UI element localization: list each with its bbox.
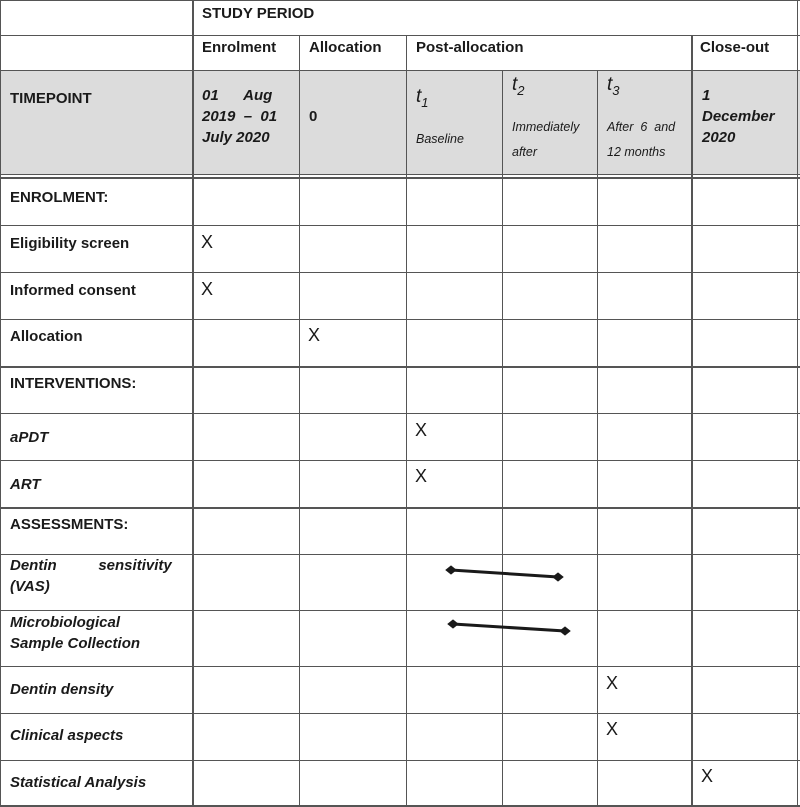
row-clinical-aspects: Clinical aspects	[10, 727, 124, 744]
dentin-sensitivity-span	[446, 566, 563, 581]
timepoint-t2-desc-1: Immediately	[512, 120, 580, 134]
microbiological-span	[448, 620, 570, 635]
timepoint-t3-desc-2: 12 months	[607, 145, 666, 159]
section-assessments: ASSESSMENTS:	[10, 516, 129, 533]
row-dentin-density: Dentin density	[10, 681, 114, 698]
row-informed-consent: Informed consent	[10, 282, 136, 299]
timepoint-t2-desc-2: after	[512, 145, 538, 159]
timepoint-t3: $t_3$	[607, 74, 620, 98]
phase-enrolment: Enrolment	[202, 39, 277, 56]
phase-allocation: Allocation	[309, 39, 382, 56]
timepoint-label: TIMEPOINT	[10, 90, 92, 107]
allocation-timepoint: 0	[309, 108, 318, 125]
timepoint-t1-desc: Baseline	[416, 132, 464, 146]
mark-allocation: X	[308, 325, 321, 345]
mark-art: X	[415, 466, 428, 486]
timepoint-t2: $t_2$	[512, 74, 525, 98]
enrolment-date-line-3: July 2020	[202, 129, 270, 146]
phase-post-allocation: Post-allocation	[416, 39, 524, 56]
row-allocation: Allocation	[10, 328, 83, 345]
phase-close-out: Close-out	[700, 39, 770, 56]
row-apdt: aPDT	[10, 429, 49, 446]
row-microbiological-line-2: Sample Collection	[10, 635, 141, 652]
enrolment-date-line-1: 01 Aug	[202, 87, 273, 104]
section-enrolment: ENROLMENT:	[10, 189, 109, 206]
closeout-date-line-2: December	[702, 108, 775, 125]
mark-dentin-density: X	[606, 673, 619, 693]
mark-consent: X	[201, 279, 214, 299]
section-interventions: INTERVENTIONS:	[10, 375, 137, 392]
mark-statistical: X	[701, 766, 714, 786]
closeout-date-line-3: 2020	[702, 129, 736, 146]
row-statistical-analysis: Statistical Analysis	[10, 774, 147, 791]
row-dentin-sensitivity-line-2: (VAS)	[10, 578, 50, 595]
timepoint-t3-desc-1: After 6 and	[607, 120, 676, 134]
row-art: ART	[10, 476, 41, 493]
row-eligibility-screen: Eligibility screen	[10, 235, 130, 252]
mark-clinical-aspects: X	[606, 719, 619, 739]
closeout-date-line-1: 1	[702, 87, 711, 104]
enrolment-date-line-2: 2019 – 01	[202, 108, 278, 125]
mark-apdt: X	[415, 420, 428, 440]
study-period-heading: STUDY PERIOD	[202, 5, 315, 22]
mark-eligibility: X	[201, 232, 214, 252]
row-microbiological-line-1: Microbiological	[10, 614, 121, 631]
timepoint-t1: $t_1$	[416, 86, 429, 110]
row-dentin-sensitivity-line-1: Dentin sensitivity	[10, 557, 172, 574]
